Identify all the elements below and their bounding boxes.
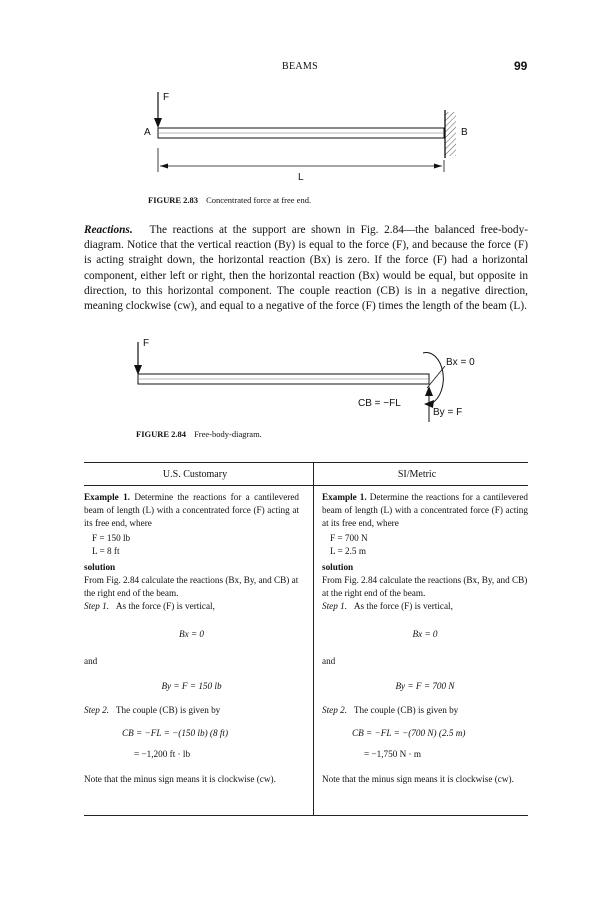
si-column-heading: SI/Metric bbox=[397, 469, 437, 480]
equation-cb-result: = −1,200 ft · lb bbox=[134, 749, 191, 759]
example-table bbox=[84, 462, 528, 816]
figure-number: FIGURE 2.84 bbox=[136, 429, 187, 439]
si-column bbox=[322, 491, 528, 786]
by-label: By = F bbox=[433, 407, 463, 418]
example-statement bbox=[322, 491, 528, 530]
bx-label: Bx = 0 bbox=[446, 357, 475, 368]
step-text: As the force (F) is vertical, bbox=[353, 601, 453, 611]
step-text: The couple (CB) is given by bbox=[353, 705, 459, 715]
step-label: Step 2. bbox=[84, 705, 110, 715]
running-title: BEAMS bbox=[282, 61, 318, 72]
example-label: Example 1. bbox=[322, 492, 367, 502]
paragraph-body: The reactions at the support are shown in Fig. 2.84—the balanced free-body-diagram. Notice that the vertical reaction (By) is equal to the force (F), and because the force (F) is acting straight down, the horizontal reaction (Bx) is zero. If the force (F) had a horizontal component, either left or right, then the horizontal reaction (Bx) would be equal, but opposite in direction, to this horizontal component. The couple reaction (CB) is in a negative direction, meaning clockwise (cw), and equal to a negative of the force (F) times the length of the beam (L). bbox=[84, 224, 528, 313]
paragraph-lead: Reactions. bbox=[84, 224, 133, 236]
by-reaction-arrowhead bbox=[425, 386, 433, 396]
note: Note that the minus sign means it is clockwise (cw). bbox=[84, 774, 276, 784]
fixed-support-hatch bbox=[445, 112, 456, 156]
solution-label: solution bbox=[322, 562, 354, 572]
cb-label: CB = −FL bbox=[358, 398, 401, 409]
figure-caption bbox=[148, 195, 311, 205]
header-divider bbox=[84, 485, 528, 486]
length-label: L bbox=[298, 172, 304, 183]
and-word: and bbox=[322, 656, 336, 666]
equation-cb-result: = −1,750 N · m bbox=[364, 749, 422, 759]
free-body-diagram bbox=[0, 330, 600, 445]
solution-text: From Fig. 2.84 calculate the reactions (Bx, By, and CB) at the right end of the beam. bbox=[84, 575, 299, 598]
step-label: Step 2. bbox=[322, 705, 348, 715]
step-1 bbox=[84, 600, 299, 613]
step-text: The couple (CB) is given by bbox=[115, 705, 221, 715]
step-2 bbox=[84, 704, 299, 717]
equation-bx: Bx = 0 bbox=[412, 629, 438, 639]
step-label: Step 1. bbox=[84, 601, 110, 611]
solution-label: solution bbox=[84, 562, 116, 572]
step-2 bbox=[322, 704, 528, 717]
us-column bbox=[84, 491, 299, 786]
equation-by: By = F = 700 N bbox=[395, 681, 455, 691]
figure-caption-text: Free-body-diagram. bbox=[194, 429, 262, 439]
equation-cb: CB = −FL = −(150 lb) (8 ft) bbox=[122, 728, 229, 738]
note: Note that the minus sign means it is clockwise (cw). bbox=[322, 774, 514, 784]
page-number: 99 bbox=[514, 59, 528, 73]
column-divider bbox=[313, 463, 314, 815]
equation-bx: Bx = 0 bbox=[178, 629, 205, 639]
equation-by: By = F = 150 lb bbox=[161, 681, 222, 691]
point-b-label: B bbox=[461, 127, 468, 138]
step-label: Step 1. bbox=[322, 601, 348, 611]
example-statement bbox=[84, 491, 299, 530]
and-word: and bbox=[84, 656, 98, 666]
reactions-paragraph bbox=[84, 223, 528, 314]
given-length: L = 8 ft bbox=[92, 546, 120, 556]
solution-text: From Fig. 2.84 calculate the reactions (Bx, By, and CB) at the right end of the beam. bbox=[322, 575, 528, 598]
figure-2-83 bbox=[0, 0, 600, 210]
force-arrowhead bbox=[154, 118, 162, 128]
given-force: F = 150 lb bbox=[92, 533, 131, 543]
equation-cb: CB = −FL = −(700 N) (2.5 m) bbox=[352, 728, 466, 738]
figure-caption bbox=[136, 429, 262, 439]
figure-2-84 bbox=[0, 330, 600, 445]
example-label: Example 1. bbox=[84, 492, 130, 502]
force-label: F bbox=[143, 338, 150, 349]
force-label: F bbox=[163, 92, 170, 103]
us-column-heading: U.S. Customary bbox=[162, 469, 228, 480]
given-force: F = 700 N bbox=[330, 533, 368, 543]
given-length: L = 2.5 m bbox=[330, 546, 366, 556]
step-text: As the force (F) is vertical, bbox=[115, 601, 215, 611]
example-text: Determine the reactions for a cantilevered beam of length (L) with a concentrated force (F) acting at its free end, where bbox=[84, 492, 299, 528]
figure-number: FIGURE 2.83 bbox=[148, 195, 199, 205]
point-a-label: A bbox=[144, 127, 151, 138]
example-text: Determine the reactions for a cantilevered beam of length (L) with a concentrated force (F) acting at its free end, where bbox=[322, 492, 528, 528]
step-1 bbox=[322, 600, 528, 613]
figure-caption-text: Concentrated force at free end. bbox=[206, 195, 312, 205]
